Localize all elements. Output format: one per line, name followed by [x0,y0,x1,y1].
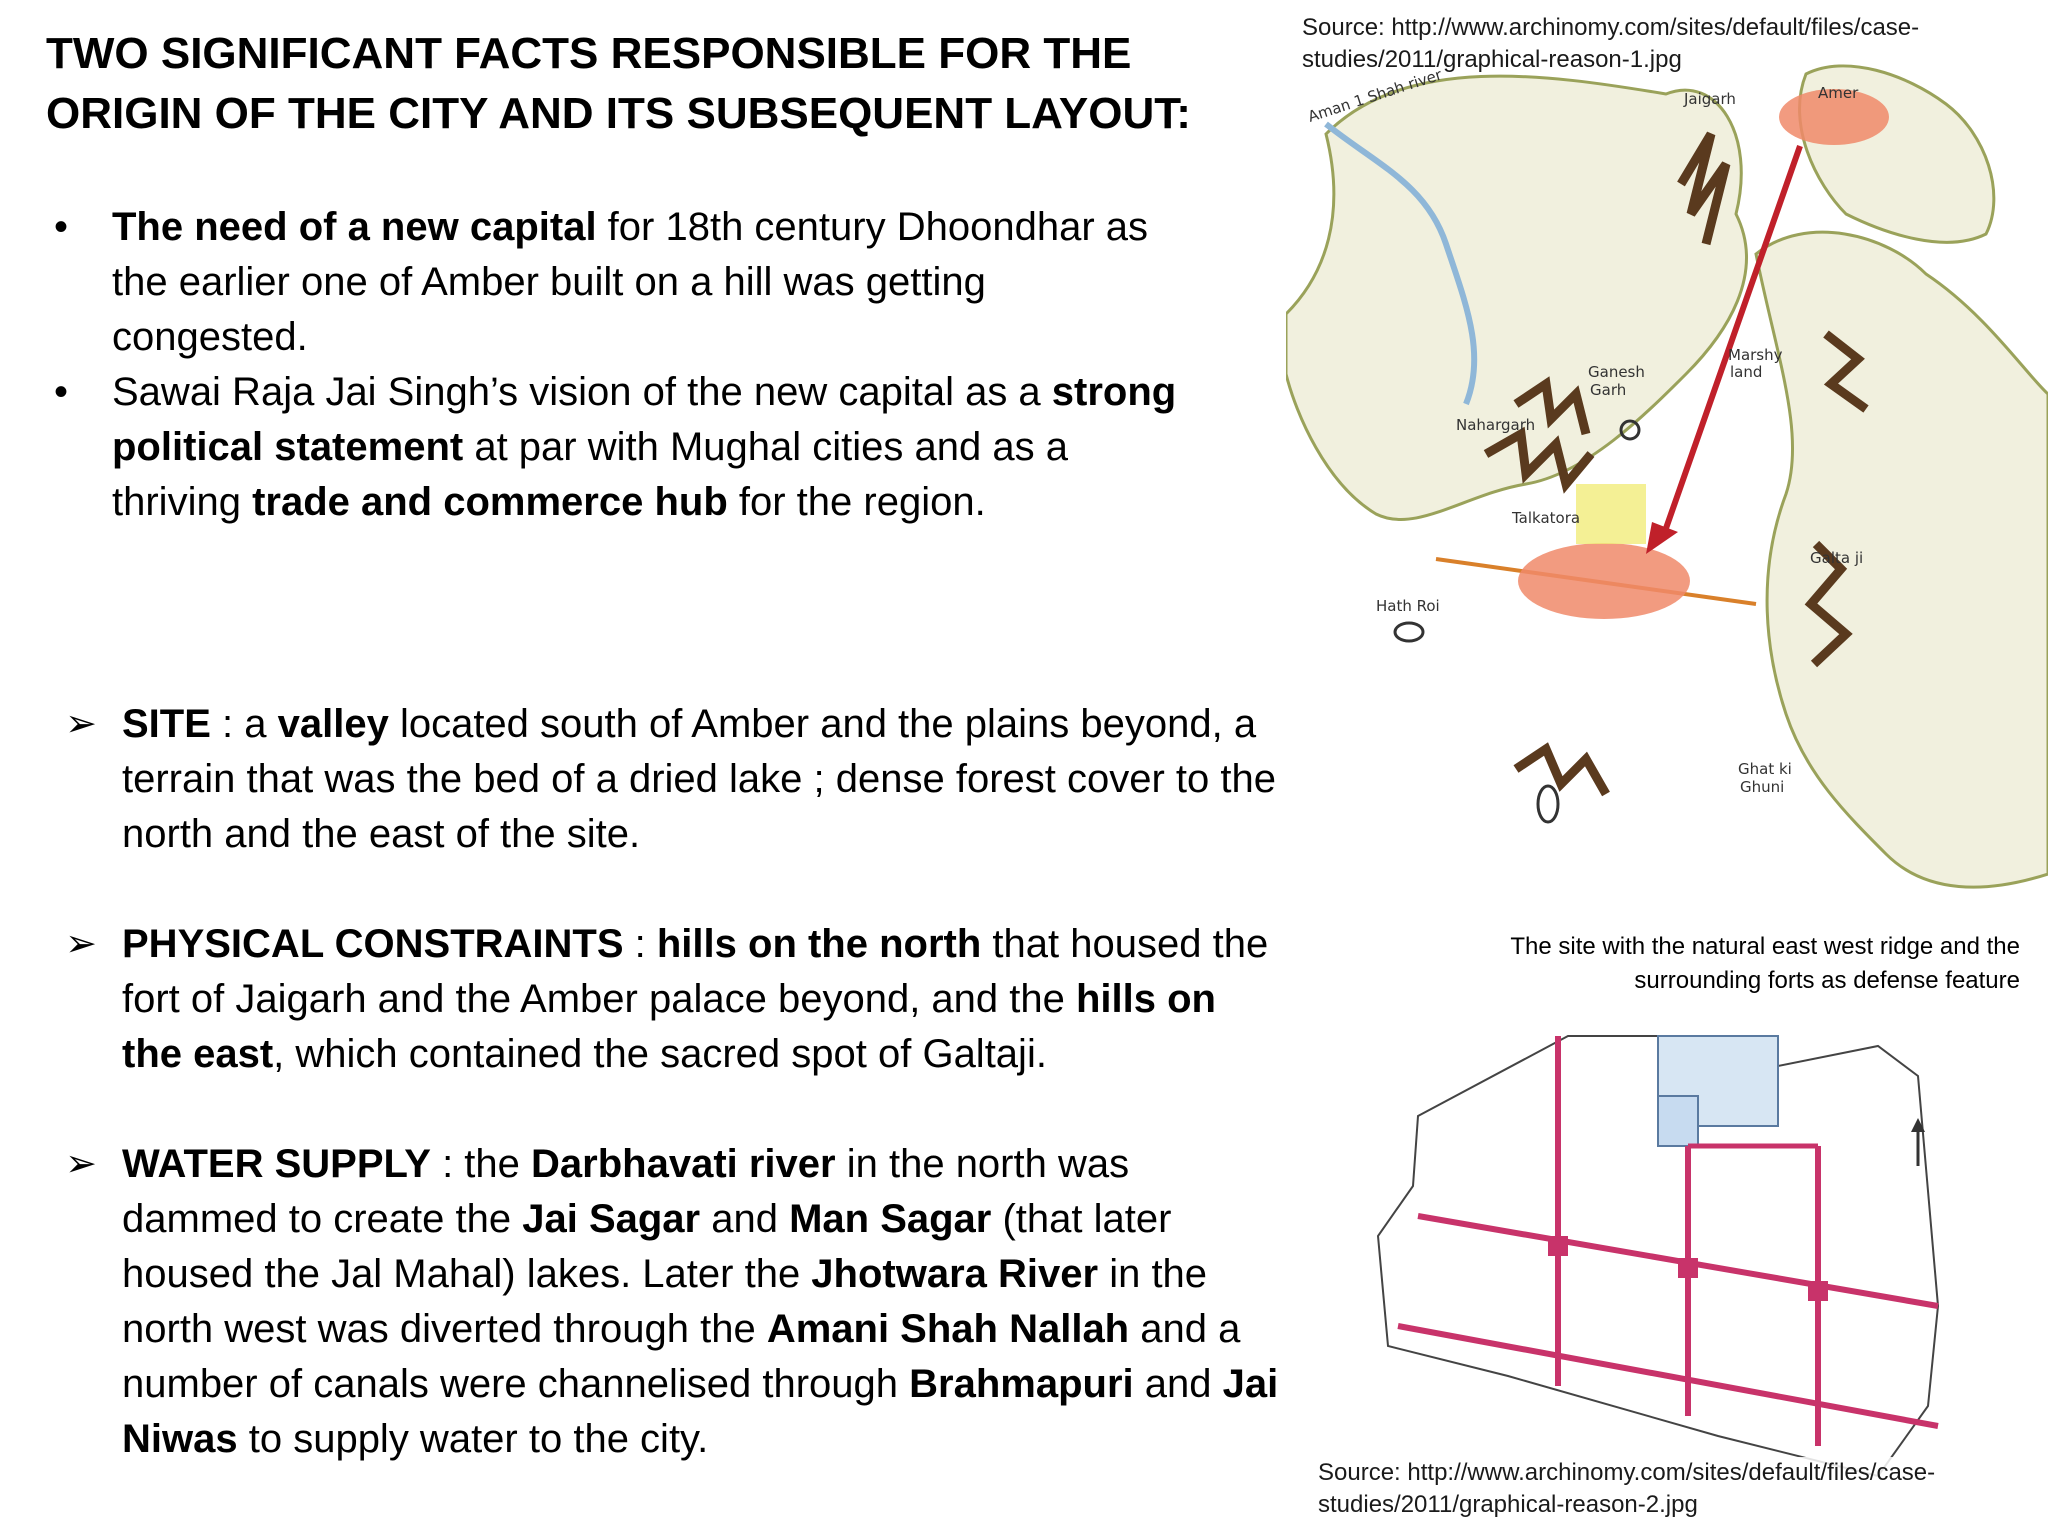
caption-line-2: surrounding forts as defense feature [1634,967,2020,994]
point-text: , which contained the sacred spot of Galtaji. [273,1032,1047,1076]
label-garh: Garh [1590,381,1627,399]
arrow-bullet-icon: ➢ [65,923,97,965]
label-jaigarh: Jaigarh [1684,90,1736,108]
bullet-text: for the region. [727,480,986,524]
talkatora-highlight [1576,484,1646,544]
point-bold: Man Sagar [789,1197,992,1241]
label-ghuni: Ghuni [1740,778,1785,796]
source-2 [1318,1457,1935,1521]
point-site [56,697,1286,862]
point-text: located south of Amber and the plains beyond, a terrain that was the bed of a dried lake ; dense forest cover to the north and the east of the site. [122,702,1277,856]
label-nahargarh: Nahargarh [1456,416,1536,434]
label-marshy: Marshy [1728,346,1783,364]
label-ghat-ki: Ghat ki [1738,760,1792,778]
point-label: PHYSICAL CONSTRAINTS [122,922,624,966]
point-bold: Jai Sagar [522,1197,701,1241]
bullet-list [46,200,1246,530]
point-text: and [700,1197,790,1241]
map-caption [1320,930,2020,998]
chaupar-square [1548,1236,1568,1256]
bullet-dot-icon: • [53,205,68,249]
point-bold: Jai Niwas [122,1362,1279,1461]
label-hath-roi: Hath Roi [1376,597,1440,615]
source-1 [1302,12,1919,76]
point-text: (that later housed the Jal Mahal) lakes. Later the [122,1197,1172,1296]
city-site-marker [1518,543,1690,619]
bullet-item [46,365,1246,530]
bullet-dot-icon: • [53,370,68,414]
label-ganesh: Ganesh [1588,363,1645,381]
bullet-bold: The need of a new capital [112,205,597,249]
point-bold: Jhotwara River [811,1252,1099,1296]
point-sep: : the [430,1142,532,1186]
label-galta-ji: Galta ji [1810,549,1864,567]
palace-court [1658,1096,1698,1146]
point-water-supply [56,1137,1286,1467]
source-1-line-2: studies/2011/graphical-reason-1.jpg [1302,46,1682,73]
point-bold: valley [277,702,389,746]
point-text: to supply water to the city. [237,1417,709,1461]
point-label: WATER SUPPLY [122,1142,431,1186]
bullet-item [46,200,1246,365]
point-bold: Amani Shah Nallah [766,1307,1130,1351]
point-bold: Brahmapuri [909,1362,1134,1406]
bullet-text: Sawai Raja Jai Singh’s vision of the new capital as a [112,370,1052,414]
point-label: SITE [122,702,211,746]
title-line-2: ORIGIN OF THE CITY AND ITS SUBSEQUENT LAYOUT: [46,89,1191,138]
label-land: land [1730,363,1763,381]
chaupar-square [1678,1258,1698,1278]
label-aman-shah-river: Aman 1 Shah river [1305,65,1445,126]
point-physical-constraints [56,917,1286,1082]
point-bold: Darbhavati river [531,1142,836,1186]
point-text: that housed the fort of Jaigarh and the Amber palace beyond, and the [122,922,1269,1021]
arrow-bullet-icon: ➢ [65,703,97,745]
label-amer: Amer [1818,84,1859,102]
bullet-bold: trade and commerce hub [252,480,728,524]
source-2-line-1: Source: http://www.archinomy.com/sites/default/files/case- [1318,1459,1936,1486]
point-text: and [1133,1362,1223,1406]
point-bold: hills on the east [122,977,1216,1076]
point-text: and a number of canals were channelised through [122,1307,1241,1406]
title-line-1: TWO SIGNIFICANT FACTS RESPONSIBLE FOR THE [46,29,1132,78]
point-text: in the north was dammed to create the [122,1142,1130,1241]
chaupar-square [1808,1281,1828,1301]
arrow-bullet-icon: ➢ [65,1143,97,1185]
slide-title [46,24,1246,144]
point-bold: hills on the north [656,922,982,966]
label-talkatora: Talkatora [1512,509,1581,527]
bullet-text: for 18th century Dhoondhar as the earlier one of Amber built on a hill was getting congested. [112,205,1149,359]
point-sep: : a [210,702,278,746]
bullet-text: at par with Mughal cities and as a thriving [112,425,1068,524]
source-1-line-1: Source: http://www.archinomy.com/sites/default/files/case- [1302,14,1920,41]
caption-line-1: The site with the natural east west ridge and the [1510,933,2020,960]
bullet-bold: strong political statement [112,370,1177,469]
points-list [56,697,1286,1522]
site-map-figure [1286,14,2048,926]
source-2-line-2: studies/2011/graphical-reason-2.jpg [1318,1491,1698,1518]
point-sep: : [623,922,657,966]
point-text: in the north west was diverted through the [122,1252,1208,1351]
